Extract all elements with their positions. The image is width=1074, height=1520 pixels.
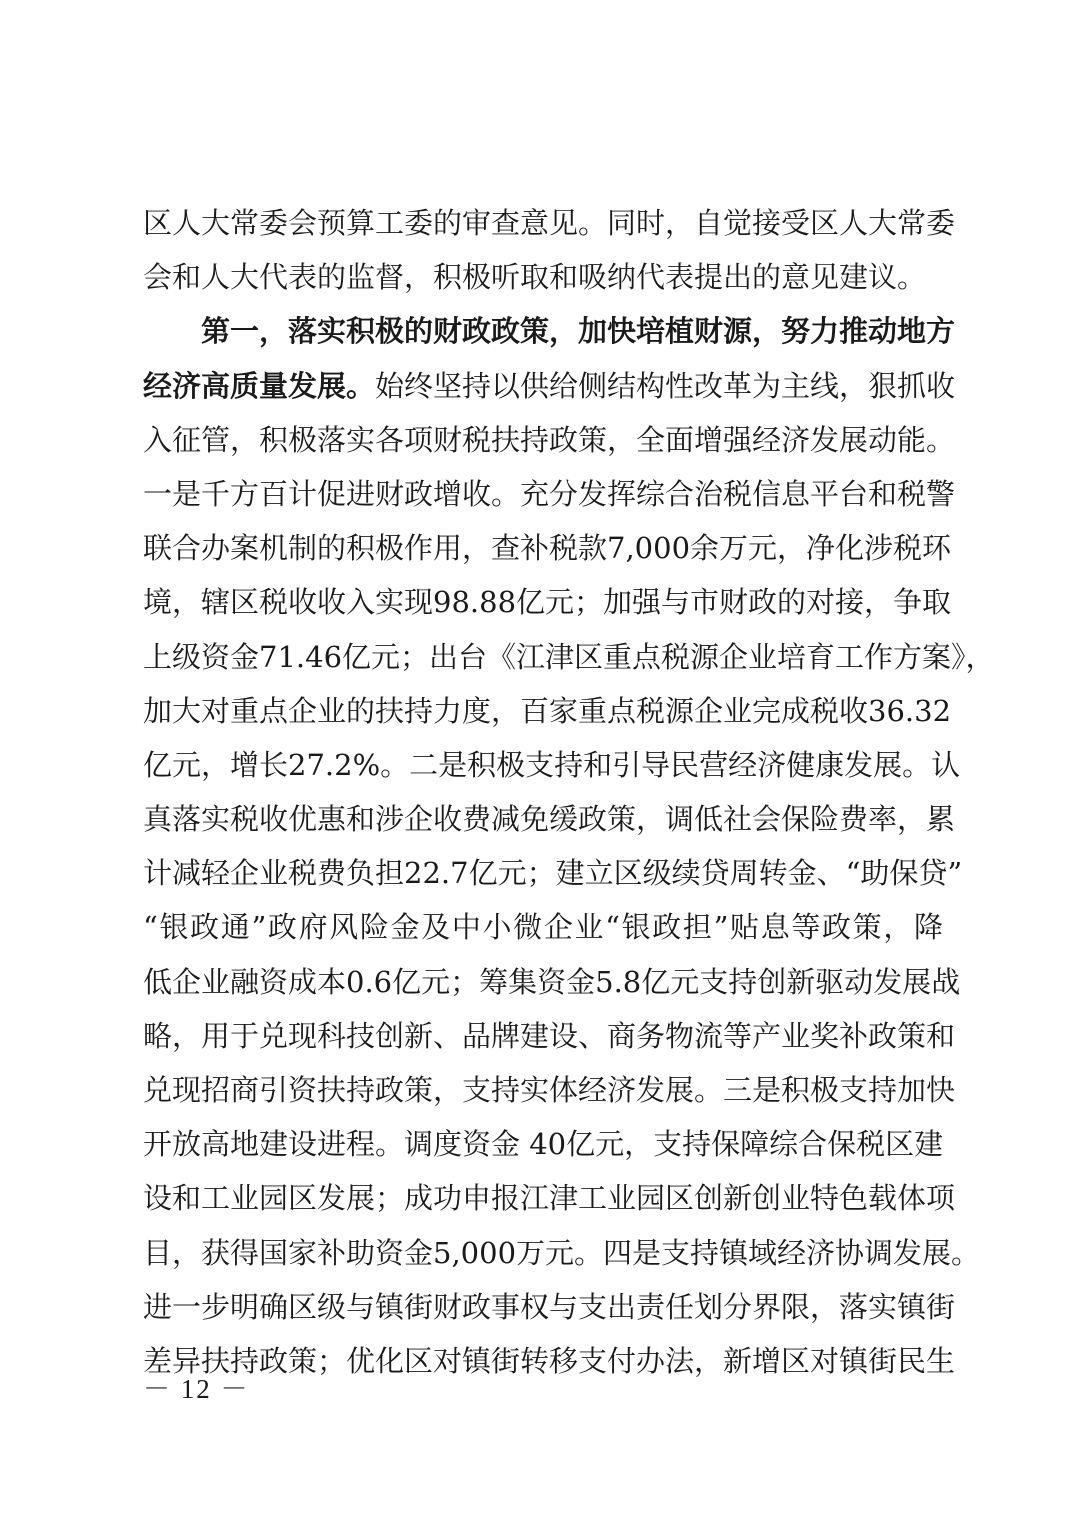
text-line: 真落实税收优惠和涉企收费减免缓政策，调低社会保险费率，累: [143, 802, 956, 837]
text-line: 区人大常委会预算工委的审查意见。同时，自觉接受区人大常委: [143, 206, 956, 240]
text-line: 入征管，积极落实各项财税扶持政策，全面增强经济发展动能。: [143, 422, 956, 457]
text-line: 加大对重点企业的扶持力度，百家重点税源企业完成税收36.32: [143, 693, 952, 728]
text-line: 兑现招商引资扶持政策，支持实体经济发展。三是积极支持加快: [143, 1073, 956, 1107]
text-line: 设和工业园区发展；成功申报江津工业园区创新创业特色载体项: [143, 1181, 956, 1216]
text-line: 开放高地建设进程。调度资金 40亿元，支持保障综合保税区建: [143, 1127, 944, 1162]
text-line: 计减轻企业税费负担22.7亿元；建立区级续贷周转金、“助保贷”: [143, 856, 963, 891]
text-line: “银政通”政府风险金及中小微企业“银政担”贴息等政策，降: [143, 910, 943, 945]
text-line: 境，辖区税收收入实现98.88亿元；加强与市财政的对接，争取: [143, 585, 952, 620]
text-line: 低企业融资成本0.6亿元；筹集资金5.8亿元支持创新驱动发展战: [143, 964, 961, 999]
page-number: － 12 －: [143, 1374, 250, 1404]
text-line: 一是千方百计促进财政增收。充分发挥综合治税信息平台和税警: [143, 476, 956, 511]
section-heading-tail: 经济高质量发展。: [143, 368, 376, 403]
text-line: 亿元，增长27.2%。二是积极支持和引导民营经济健康发展。认: [143, 747, 961, 782]
text-line: 目，获得国家补助资金5,000万元。四是支持镇域经济协调发展。: [143, 1235, 981, 1270]
body-text: [143, 196, 995, 1388]
text-line: 进一步明确区级与镇街财政事权与支出责任划分界限，落实镇街: [143, 1289, 956, 1324]
text-line: 略，用于兑现科技创新、品牌建设、商务物流等产业奖补政策和: [143, 1018, 956, 1053]
text-span: 始终坚持以供给侧结构性改革为主线，狠抓收: [375, 368, 956, 403]
text-line: 会和人大代表的监督，积极听取和吸纳代表提出的意见建议。: [143, 260, 927, 295]
text-line: 联合办案机制的积极作用，查补税款7,000余万元，净化涉税环: [143, 531, 952, 566]
text-line: 差异扶持政策；优化区对镇街转移支付办法，新增区对镇街民生: [143, 1343, 956, 1378]
text-line: 上级资金71.46亿元；出台《江津区重点税源企业培育工作方案》，: [143, 639, 995, 674]
section-heading-line: 第一，落实积极的财政政策，加快培植财源，努力推动地方: [143, 314, 956, 349]
text-line: [143, 359, 956, 413]
